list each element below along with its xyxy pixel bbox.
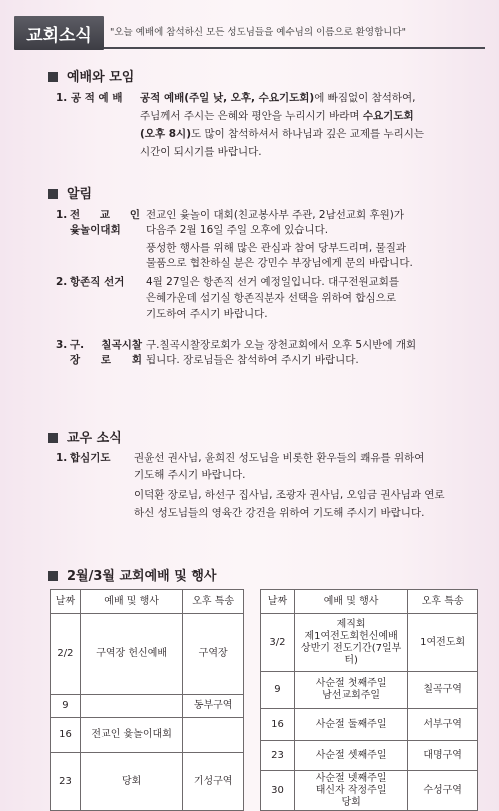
section-heading-worship: 예배와 모임 [48,66,134,85]
date-cell: 16 [51,718,81,753]
members-line-2: 기도해 주시기 바랍니다. [134,469,246,481]
notice-1-label: 전 교 인 [70,209,140,221]
welcome-slogan: "오늘 예배에 참석하신 모든 성도님들을 예수님의 이름으로 환영합니다" [110,27,407,38]
table-row [261,771,478,811]
song-cell: 구역장 [183,614,244,695]
table-row [261,672,478,709]
date-cell: 2/2 [51,614,81,695]
notice-3-line-2: 됩니다. 장로님들은 참석하여 주시기 바랍니다. [146,354,359,366]
worship-line-2: 주님께서 주시는 은혜와 평안을 누리시기 바라며 수요기도회 [140,110,414,122]
notice-3-number: 3. [56,339,68,351]
bullet-square-icon [48,72,58,82]
song-cell [183,718,244,753]
section-heading-notice: 알림 [48,183,92,202]
section-heading-members: 교우 소식 [48,427,122,446]
date-cell: 3/2 [261,614,295,672]
worship-line-4: 시간이 되시기를 바랍니다. [140,146,262,158]
notice-1-number: 1. [56,209,68,221]
table-row [51,614,244,695]
song-cell: 칠곡구역 [408,672,478,709]
date-cell: 30 [261,771,295,811]
bullet-square-icon [48,433,58,443]
worship-line-1: 공적 예배(주일 낮, 오후, 수요기도회)에 빠짐없이 참석하여, [140,92,416,104]
page-title: 교회소식 [14,16,104,50]
date-cell: 9 [51,695,81,718]
table-row [51,718,244,753]
worship-item-label: 1. 공 적 예 배 [56,92,123,104]
event-cell: 사순절 셋째주일 [294,741,407,771]
notice-1-line-3: 풍성한 행사를 위해 많은 관심과 참여 당부드리며, 물질과 [146,242,406,254]
event-cell: 제직회 제1여전도회헌신예배 상반기 전도기간(7일부터) [294,614,407,672]
notice-1-line-2: 다음주 2월 16일 주일 오후에 있습니다. [146,224,329,236]
song-cell: 1여전도회 [408,614,478,672]
header-rule [104,47,485,49]
table-row [51,695,244,718]
schedule-table-mar [260,589,478,811]
table-row [261,709,478,741]
worship-line-3: (오후 8시)도 많이 참석하셔서 하나님과 깊은 교제를 누리시는 [140,128,425,140]
column-header-song: 오후 특송 [408,590,478,614]
table-row [261,741,478,771]
song-cell: 기성구역 [183,753,244,811]
members-line-1: 권윤선 권사님, 윤희진 성도님을 비롯한 환우들의 쾌유를 위하여 [134,452,425,464]
notice-3-label-2: 장 로 회 [70,354,142,366]
date-cell: 16 [261,709,295,741]
event-cell: 전교인 윷놀이대회 [80,718,182,753]
bullet-square-icon [48,189,58,199]
schedule-table-feb [50,589,244,811]
event-cell: 구역장 헌신예배 [80,614,182,695]
members-line-3: 이덕환 장로님, 하선구 집사님, 조광자 권사님, 오임금 권사님과 연로 [134,489,445,501]
table-header-row [51,590,244,614]
table-header-row [261,590,478,614]
bullet-square-icon [48,571,58,581]
notice-3-label: 구. 칠곡시찰 [70,339,142,351]
date-cell: 23 [51,753,81,811]
notice-3-line-1: 구.칠곡시찰장로회가 오늘 장천교회에서 오후 5시반에 개회 [146,339,417,351]
table-row [261,614,478,672]
notice-1-label-2: 윷놀이대회 [70,224,121,236]
notice-2-line-3: 기도하여 주시기 바랍니다. [146,308,268,320]
notice-2-number: 2. [56,276,68,288]
event-cell: 사순절 넷째주일 태신자 작정주일 당회 [294,771,407,811]
column-header-event: 예배 및 행사 [80,590,182,614]
song-cell: 대명구역 [408,741,478,771]
members-line-4: 하신 성도님들의 영육간 강건을 위하여 기도해 주시기 바랍니다. [134,507,425,519]
date-cell: 9 [261,672,295,709]
notice-1-line-1: 전교인 윷놀이 대회(친교봉사부 주관, 2남선교회 후원)가 [146,209,405,221]
column-header-date: 날짜 [261,590,295,614]
event-cell: 사순절 둘째주일 [294,709,407,741]
event-cell: 사순절 첫째주일 남선교회주일 [294,672,407,709]
column-header-song: 오후 특송 [183,590,244,614]
column-header-date: 날짜 [51,590,81,614]
notice-1-line-4: 물품으로 협찬하실 분은 강민수 부장님에게 문의 바랍니다. [146,257,413,269]
members-1-label: 합심기도 [70,452,111,464]
notice-2-label: 항존직 선거 [70,276,125,288]
table-row [51,753,244,811]
song-cell: 수성구역 [408,771,478,811]
members-1-number: 1. [56,452,68,464]
notice-2-line-1: 4월 27일은 항존직 선거 예정일입니다. 대구전원교회를 [146,276,400,288]
song-cell: 서부구역 [408,709,478,741]
song-cell: 동부구역 [183,695,244,718]
column-header-event: 예배 및 행사 [294,590,407,614]
notice-2-line-2: 은혜가운데 섬기실 항존직분자 선택을 위하여 합심으로 [146,292,396,304]
section-heading-schedule: 2월/3월 교회예배 및 행사 [48,565,216,584]
event-cell [80,695,182,718]
event-cell: 당회 [80,753,182,811]
date-cell: 23 [261,741,295,771]
